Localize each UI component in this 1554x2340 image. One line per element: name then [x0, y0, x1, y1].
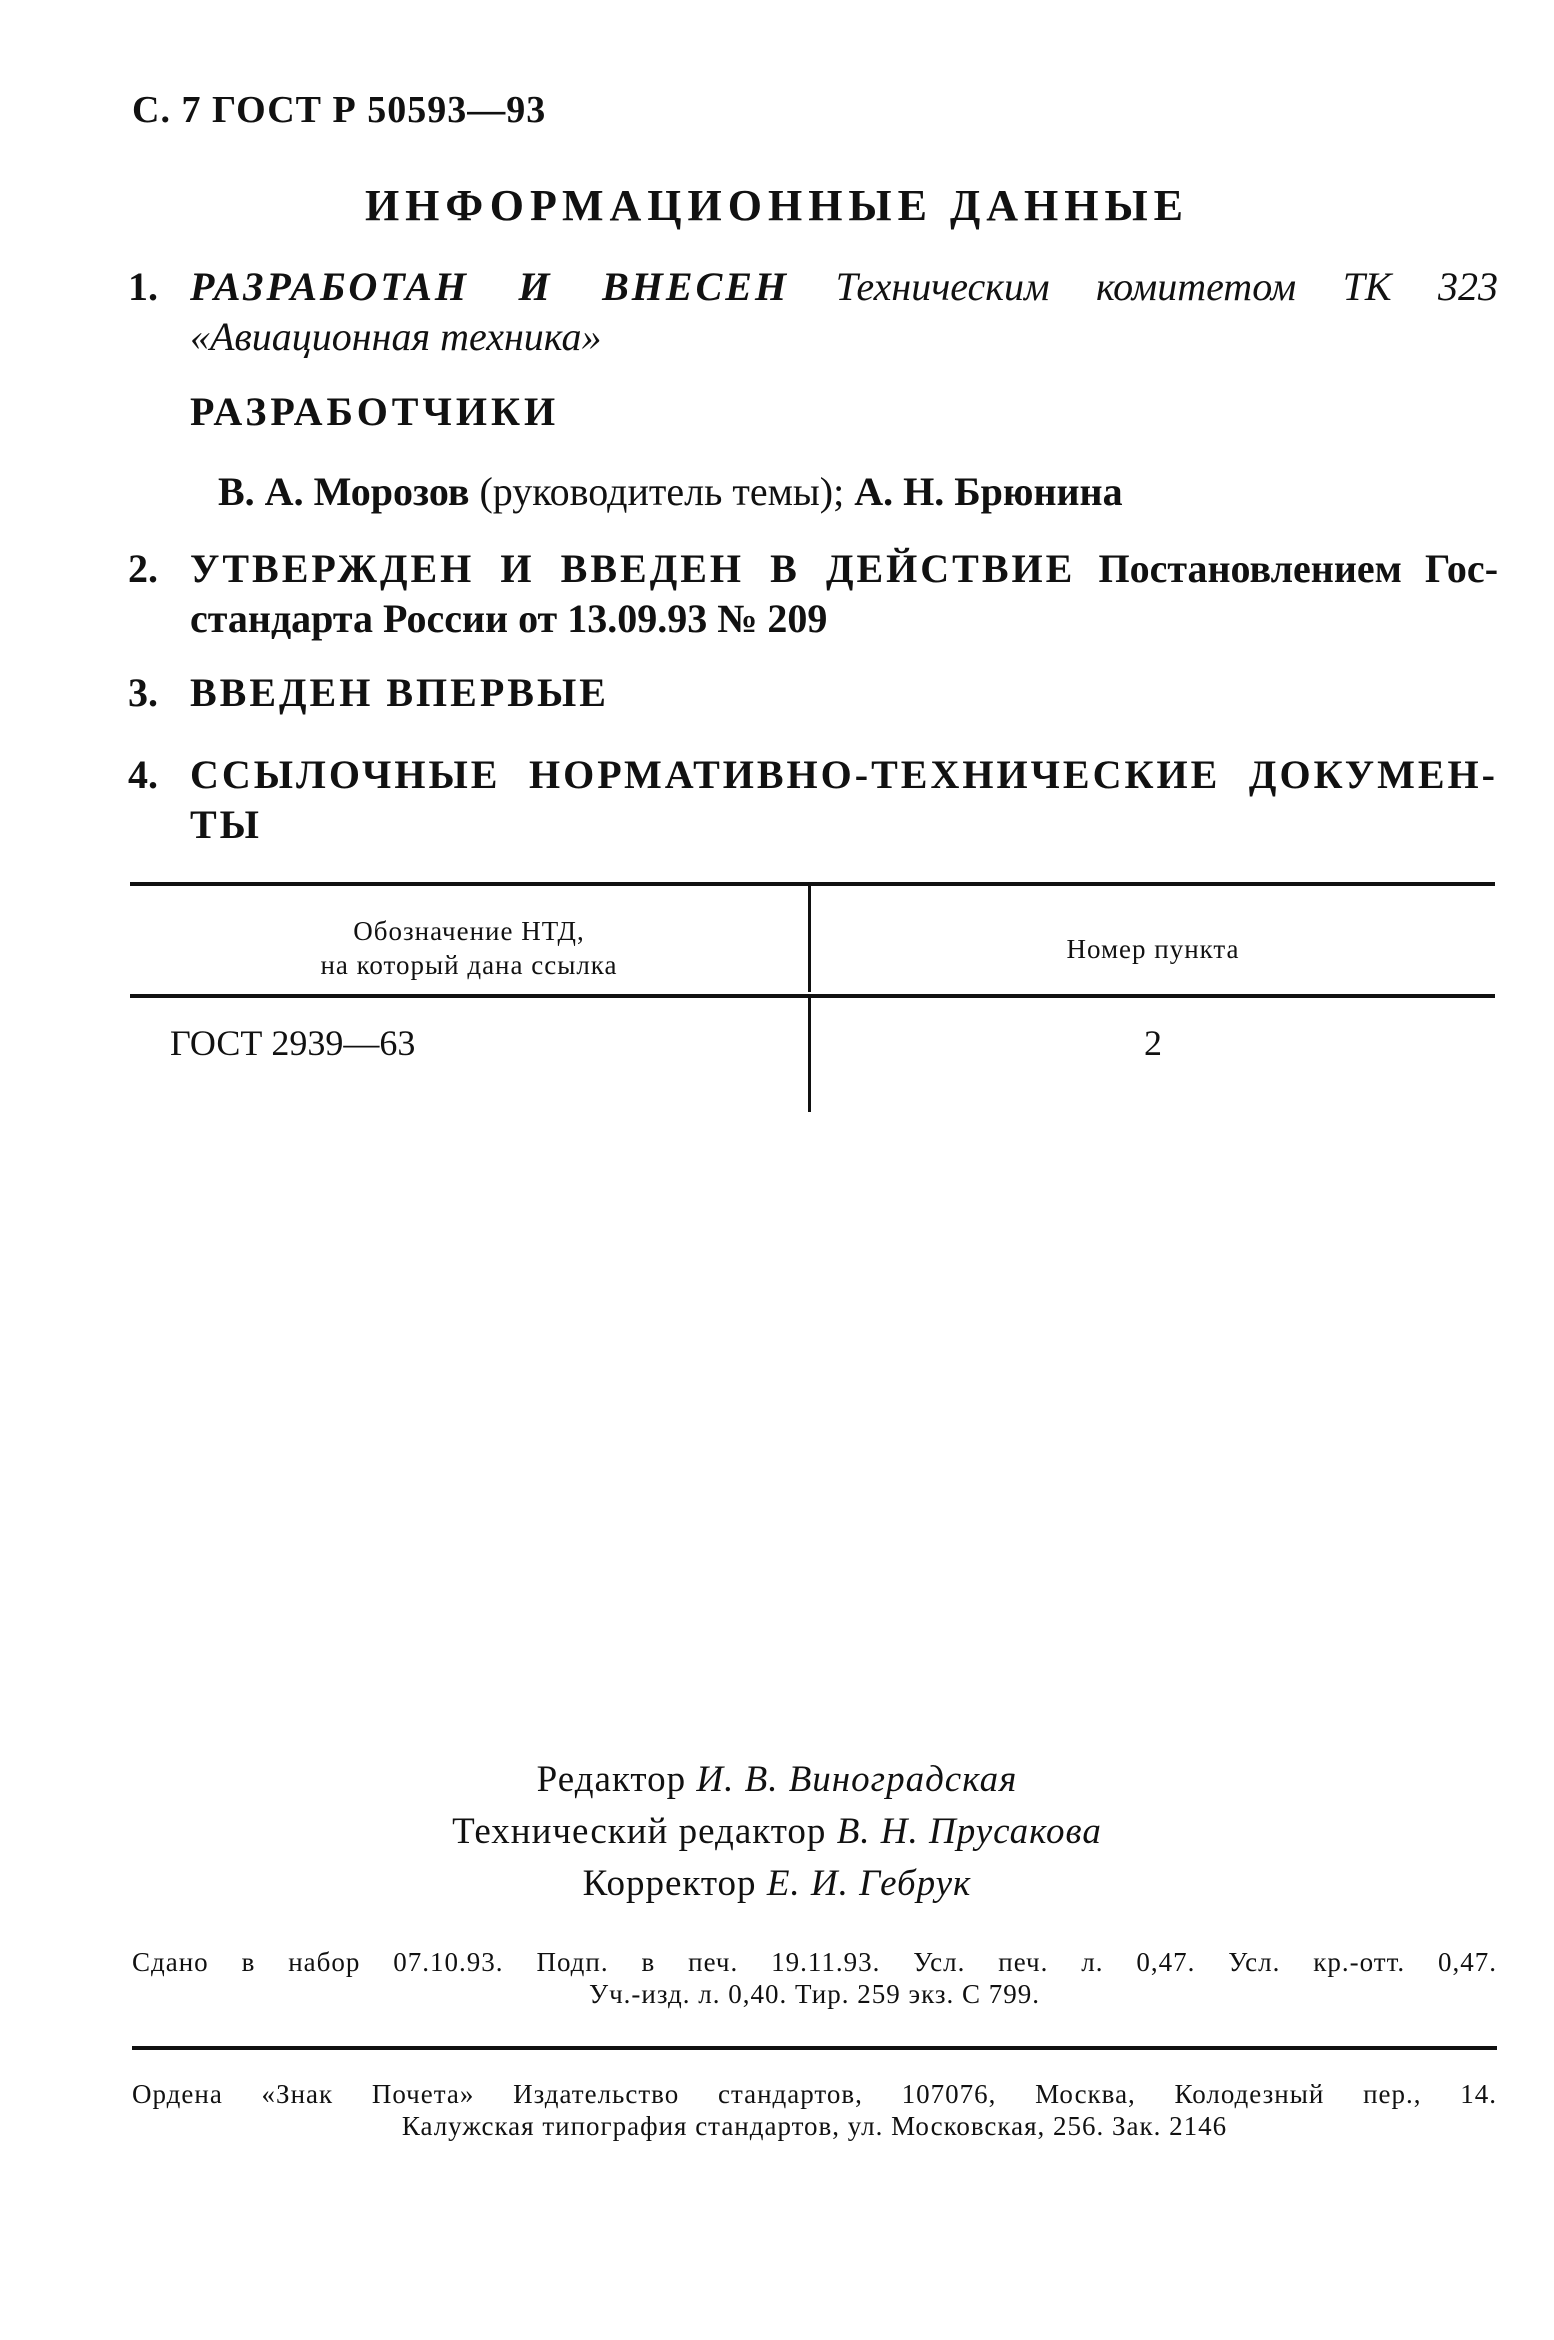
table-cell-designation: ГОСТ 2939—63	[170, 1023, 416, 1063]
developers-list	[218, 468, 1123, 515]
item-2-text-line2: стандарта России от 13.09.93 № 209	[190, 596, 828, 641]
item-4-number: 4.	[128, 752, 158, 797]
developer-name-2: А. Н. Брюнина	[854, 469, 1123, 514]
item-4	[128, 750, 1498, 850]
credits-block	[0, 1754, 1554, 1910]
credits-tech-editor	[0, 1806, 1554, 1858]
tech-editor-label: Технический редактор	[452, 1811, 827, 1852]
imprint-line-3: Ордена «Знак Почета» Издательство стандартов, 107076, Москва, Колодезный пер., 14.	[132, 2079, 1497, 2109]
tech-editor-name: В. Н. Прусакова	[836, 1811, 1102, 1852]
page-title: ИНФОРМАЦИОННЫЕ ДАННЫЕ	[364, 181, 1190, 230]
developer-name-1: В. А. Морозов	[218, 469, 470, 514]
imprint-line-1: Сдано в набор 07.10.93. Подп. в печ. 19.11.93. Усл. печ. л. 0,47. Усл. кр.-отт. 0,47.	[132, 1947, 1497, 1977]
corrector-name: Е. И. Гебрук	[766, 1863, 972, 1904]
item-2-caps: УТВЕРЖДЕН И ВВЕДЕН В ДЕЙСТВИЕ	[190, 546, 1076, 591]
item-3-number: 3.	[128, 670, 158, 715]
corrector-label: Корректор	[582, 1863, 757, 1904]
table-header-clause-number: Номер пункта	[1066, 934, 1240, 964]
item-4-caps-line2: ТЫ	[190, 802, 262, 847]
imprint-print-details	[132, 1946, 1497, 2010]
table-header-designation-line2: на который дана ссылка	[320, 950, 618, 980]
item-2	[128, 544, 1498, 644]
item-1	[128, 262, 1498, 362]
imprint-line-2: Уч.-изд. л. 0,40. Тир. 259 экз. С 799.	[588, 1979, 1041, 2009]
table-header-designation-line1: Обозначение НТД,	[353, 916, 585, 946]
table-cell-clause-number: 2	[1144, 1023, 1162, 1063]
credits-editor	[0, 1754, 1554, 1806]
item-2-number: 2.	[128, 546, 158, 591]
imprint-publisher	[132, 2078, 1497, 2142]
editor-label: Редактор	[536, 1759, 687, 1800]
imprint-rule	[132, 2046, 1497, 2050]
item-3	[128, 668, 1498, 718]
developers-heading: РАЗРАБОТЧИКИ	[190, 389, 560, 434]
table-top-rule	[130, 882, 1495, 886]
reference-table	[130, 882, 1495, 1112]
item-4-caps-line1: ССЫЛОЧНЫЕ НОРМАТИВНО-ТЕХНИЧЕСКИЕ ДОКУМЕН-	[190, 752, 1498, 797]
page-header: С. 7 ГОСТ Р 50593—93	[132, 89, 547, 131]
developer-role-1: (руководитель темы);	[479, 469, 845, 514]
item-1-number: 1.	[128, 264, 158, 309]
imprint-line-4: Калужская типография стандартов, ул. Московская, 256. Зак. 2146	[401, 2111, 1228, 2141]
item-1-caps: РАЗРАБОТАН И ВНЕСЕН	[190, 264, 790, 309]
credits-corrector	[0, 1858, 1554, 1910]
item-3-caps: ВВЕДЕН ВПЕРВЫЕ	[190, 670, 609, 715]
item-2-text-line1: Постановлением Гос-	[1098, 546, 1499, 591]
item-1-text-line2: «Авиационная техника»	[190, 314, 602, 359]
table-header-designation	[130, 914, 808, 982]
table-header-rule	[130, 994, 1495, 998]
item-1-text-line1: Техническим комитетом ТК 323	[835, 264, 1498, 309]
editor-name: И. В. Виноградская	[696, 1759, 1018, 1800]
